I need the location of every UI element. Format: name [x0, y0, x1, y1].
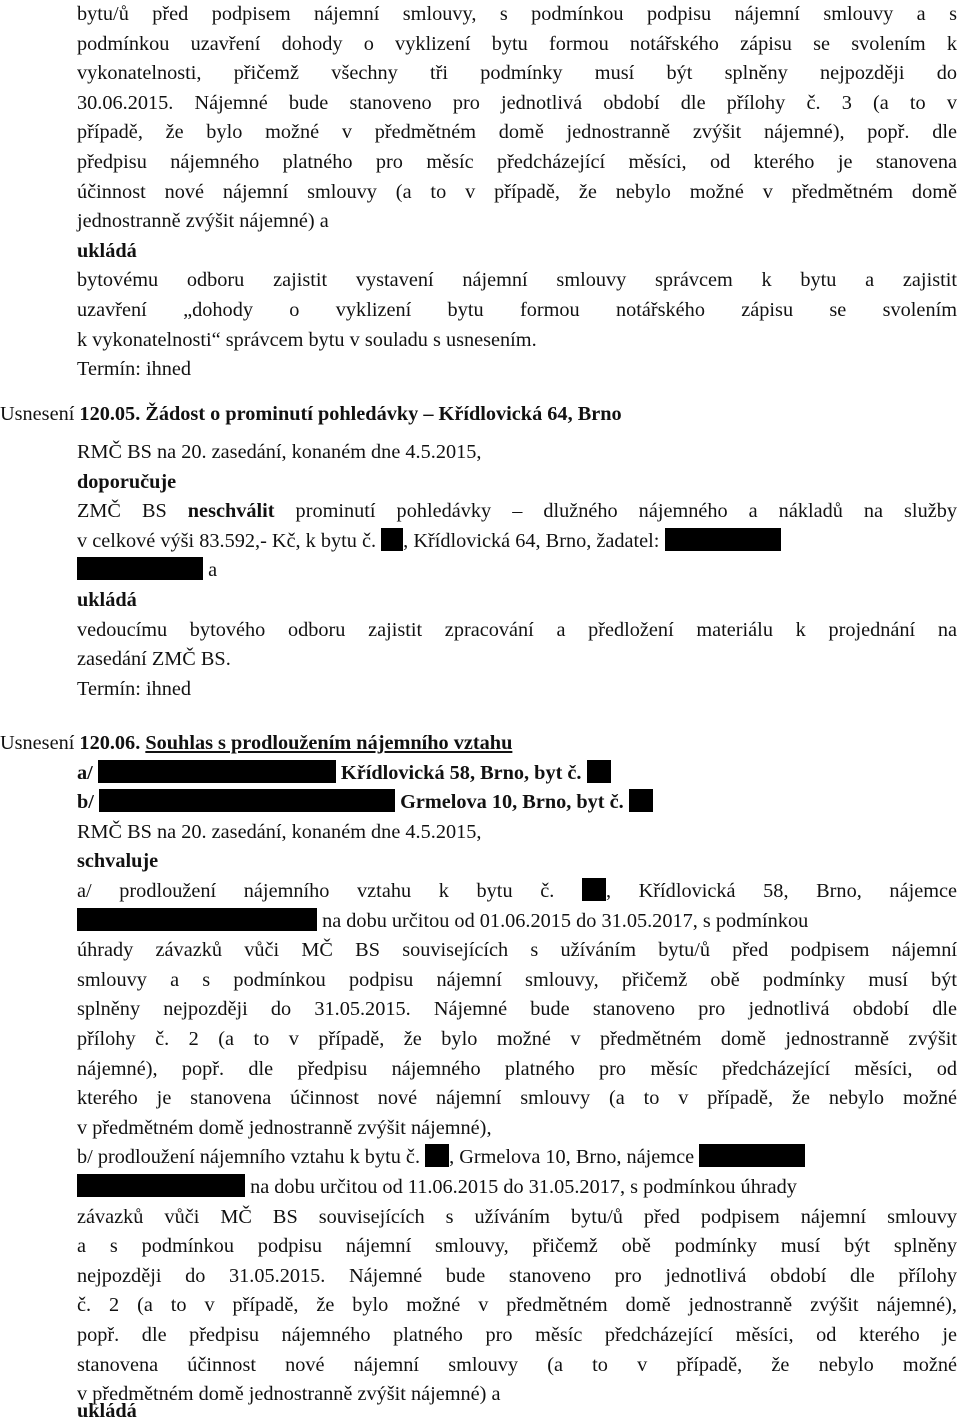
resolution-heading	[0, 729, 512, 759]
section-keyword-uklada: ukládá	[77, 239, 137, 262]
paragraph-line: uzavření „dohody o vyklizení bytu formou notářského zápisu se svolením	[77, 299, 957, 321]
paragraph-line	[77, 1173, 797, 1203]
meeting-info: RMČ BS na 20. zasedání, konaném dne 4.5.2015,	[77, 441, 482, 463]
text-span: v celkové výši 83.592,- Kč, k bytu č.	[77, 529, 382, 552]
resolution-title: Žádost o prominutí pohledávky – Křídlovická 64, Brno	[145, 403, 622, 425]
paragraph-line: jednostranně zvýšit nájemné) a	[77, 210, 329, 233]
redaction-box	[77, 1174, 245, 1197]
section-keyword-doporucuje: doporučuje	[77, 470, 177, 493]
paragraph-line: nejpozději do 31.05.2015. Nájemné bude stanoveno pro jednotlivá období dle přílohy	[77, 1264, 957, 1287]
paragraph-line: přílohy č. 2 (a to v případě, že bylo možné v předmětném domě jednostranně zvýšit	[77, 1028, 957, 1050]
paragraph-line: úhrady závazků vůči MČ BS souvisejících s užíváním bytu/ů před podpisem nájemní	[77, 939, 957, 962]
redaction-box	[77, 908, 317, 931]
text-span: na dobu určitou od 11.06.2015 do 31.05.2017, s podmínkou úhrady	[245, 1176, 797, 1198]
paragraph-line: vedoucímu bytového odboru zajistit zpracování a předložení materiálu k projednání na	[77, 618, 957, 641]
paragraph-line: v předmětném domě jednostranně zvýšit nájemné) a	[77, 1383, 501, 1406]
text-span: na dobu určitou od 01.06.2015 do 31.05.2017, s podmínkou	[317, 909, 809, 932]
paragraph-line: vykonatelnosti, přičemž všechny tři podmínky musí být splněny nejpozději do	[77, 62, 957, 85]
paragraph-line	[77, 1143, 805, 1173]
resolution-number: 120.06.	[79, 732, 141, 754]
section-keyword-uklada: ukládá	[77, 1400, 137, 1422]
redaction-box	[425, 1144, 449, 1167]
paragraph-line: nájemné), popř. dle předpisu nájemného platného pro měsíc předcházející měsíci, od	[77, 1057, 957, 1080]
redaction-box	[582, 878, 606, 901]
paragraph-line: bytu/ů před podpisem nájemní smlouvy, s podmínkou podpisu nájemní smlouvy a s	[77, 3, 957, 25]
redaction-box	[665, 528, 781, 551]
paragraph-line: účinnost nové nájemní smlouvy (a to v případě, že nebylo možné v předmětném domě	[77, 180, 957, 203]
redaction-box	[699, 1144, 805, 1167]
section-keyword-schvaluje: schvaluje	[77, 850, 159, 873]
paragraph-line	[77, 556, 217, 586]
redaction-box	[99, 789, 395, 812]
text-span: a	[203, 559, 218, 582]
resolution-prefix: Usnesení	[0, 732, 80, 754]
redaction-box	[381, 528, 403, 551]
text-span: , Křídlovická 64, Brno, žadatel:	[403, 529, 665, 552]
item-text: Grmelova 10, Brno, byt č.	[395, 791, 629, 814]
text-span: b/ prodloužení nájemního vztahu k bytu č.	[77, 1146, 426, 1169]
deadline: Termín: ihned	[77, 677, 192, 700]
section-keyword-uklada: ukládá	[77, 589, 137, 611]
resolution-number: 120.05.	[79, 403, 141, 425]
paragraph-line: a s podmínkou podpisu nájemní smlouvy, přičemž obě podmínky musí být splněny	[77, 1235, 957, 1258]
text-span: , Křídlovická 58, Brno, nájemce	[605, 880, 957, 902]
paragraph-line: případě, že bylo možné v předmětném domě jednostranně zvýšit nájemné), popř. dle	[77, 121, 957, 144]
paragraph-line: bytovému odboru zajistit vystavení nájemní smlouvy správcem k bytu a zajistit	[77, 269, 957, 292]
paragraph-line: závazků vůči MČ BS souvisejících s užíváním bytu/ů před podpisem nájemní smlouvy	[77, 1205, 957, 1228]
paragraph-line	[77, 527, 781, 557]
deadline: Termín: ihned	[77, 358, 192, 381]
paragraph-line: popř. dle předpisu nájemného platného pro měsíc předcházející měsíci, od kterého je	[77, 1324, 957, 1346]
paragraph-line: zasedání ZMČ BS.	[77, 648, 231, 671]
redaction-box	[587, 760, 611, 783]
paragraph-line	[77, 877, 957, 907]
text-span: a/ prodloužení nájemního vztahu k bytu č.	[77, 880, 582, 902]
item-label: a/	[77, 761, 98, 784]
paragraph-line: podmínkou uzavření dohody o vyklizení bytu formou notářského zápisu se svolením k	[77, 32, 957, 55]
sub-item-b-heading	[77, 788, 653, 818]
paragraph-line: předpisu nájemného platného pro měsíc předcházející měsíci, od kterého je stanovena	[77, 151, 957, 173]
redaction-box	[77, 557, 203, 580]
paragraph-line: stanovena účinnost nové nájemní smlouvy (a to v případě, že nebylo možné	[77, 1353, 957, 1376]
resolution-heading	[0, 400, 622, 430]
paragraph-line: splněny nejpozději do 31.05.2015. Nájemné bude stanoveno pro jednotlivá období dle	[77, 998, 957, 1021]
paragraph-line	[77, 497, 957, 527]
item-text: Křídlovická 58, Brno, byt č.	[335, 761, 587, 784]
redaction-box	[629, 789, 653, 812]
meeting-info: RMČ BS na 20. zasedání, konaném dne 4.5.2015,	[77, 820, 482, 843]
item-label: b/	[77, 791, 99, 814]
paragraph-line: kterého je stanovena účinnost nové nájemní smlouvy (a to v případě, že nebylo možné	[77, 1087, 957, 1110]
redaction-box	[98, 760, 336, 783]
paragraph-line	[77, 907, 808, 937]
paragraph-line: v předmětném domě jednostranně zvýšit nájemné),	[77, 1116, 492, 1139]
text-span: ZMČ BS	[77, 500, 188, 523]
text-span: , Grmelova 10, Brno, nájemce	[449, 1146, 700, 1169]
resolution-prefix: Usnesení	[0, 403, 80, 425]
paragraph-line: č. 2 (a to v případě, že bylo možné v předmětném domě jednostranně zvýšit nájemné),	[77, 1294, 957, 1317]
text-span: prominutí pohledávky – dlužného nájemného a nákladů na služby	[274, 500, 957, 523]
keyword-neschvalit: neschválit	[187, 500, 275, 523]
paragraph-line: k vykonatelnosti“ správcem bytu v souladu s usnesením.	[77, 328, 537, 351]
paragraph-line: 30.06.2015. Nájemné bude stanoveno pro jednotlivá období dle přílohy č. 3 (a to v	[77, 91, 957, 114]
resolution-title: Souhlas s prodloužením nájemního vztahu	[145, 732, 513, 754]
paragraph-line: smlouvy a s podmínkou podpisu nájemní smlouvy, přičemž obě podmínky musí být	[77, 968, 957, 991]
sub-item-a-heading	[77, 759, 611, 789]
